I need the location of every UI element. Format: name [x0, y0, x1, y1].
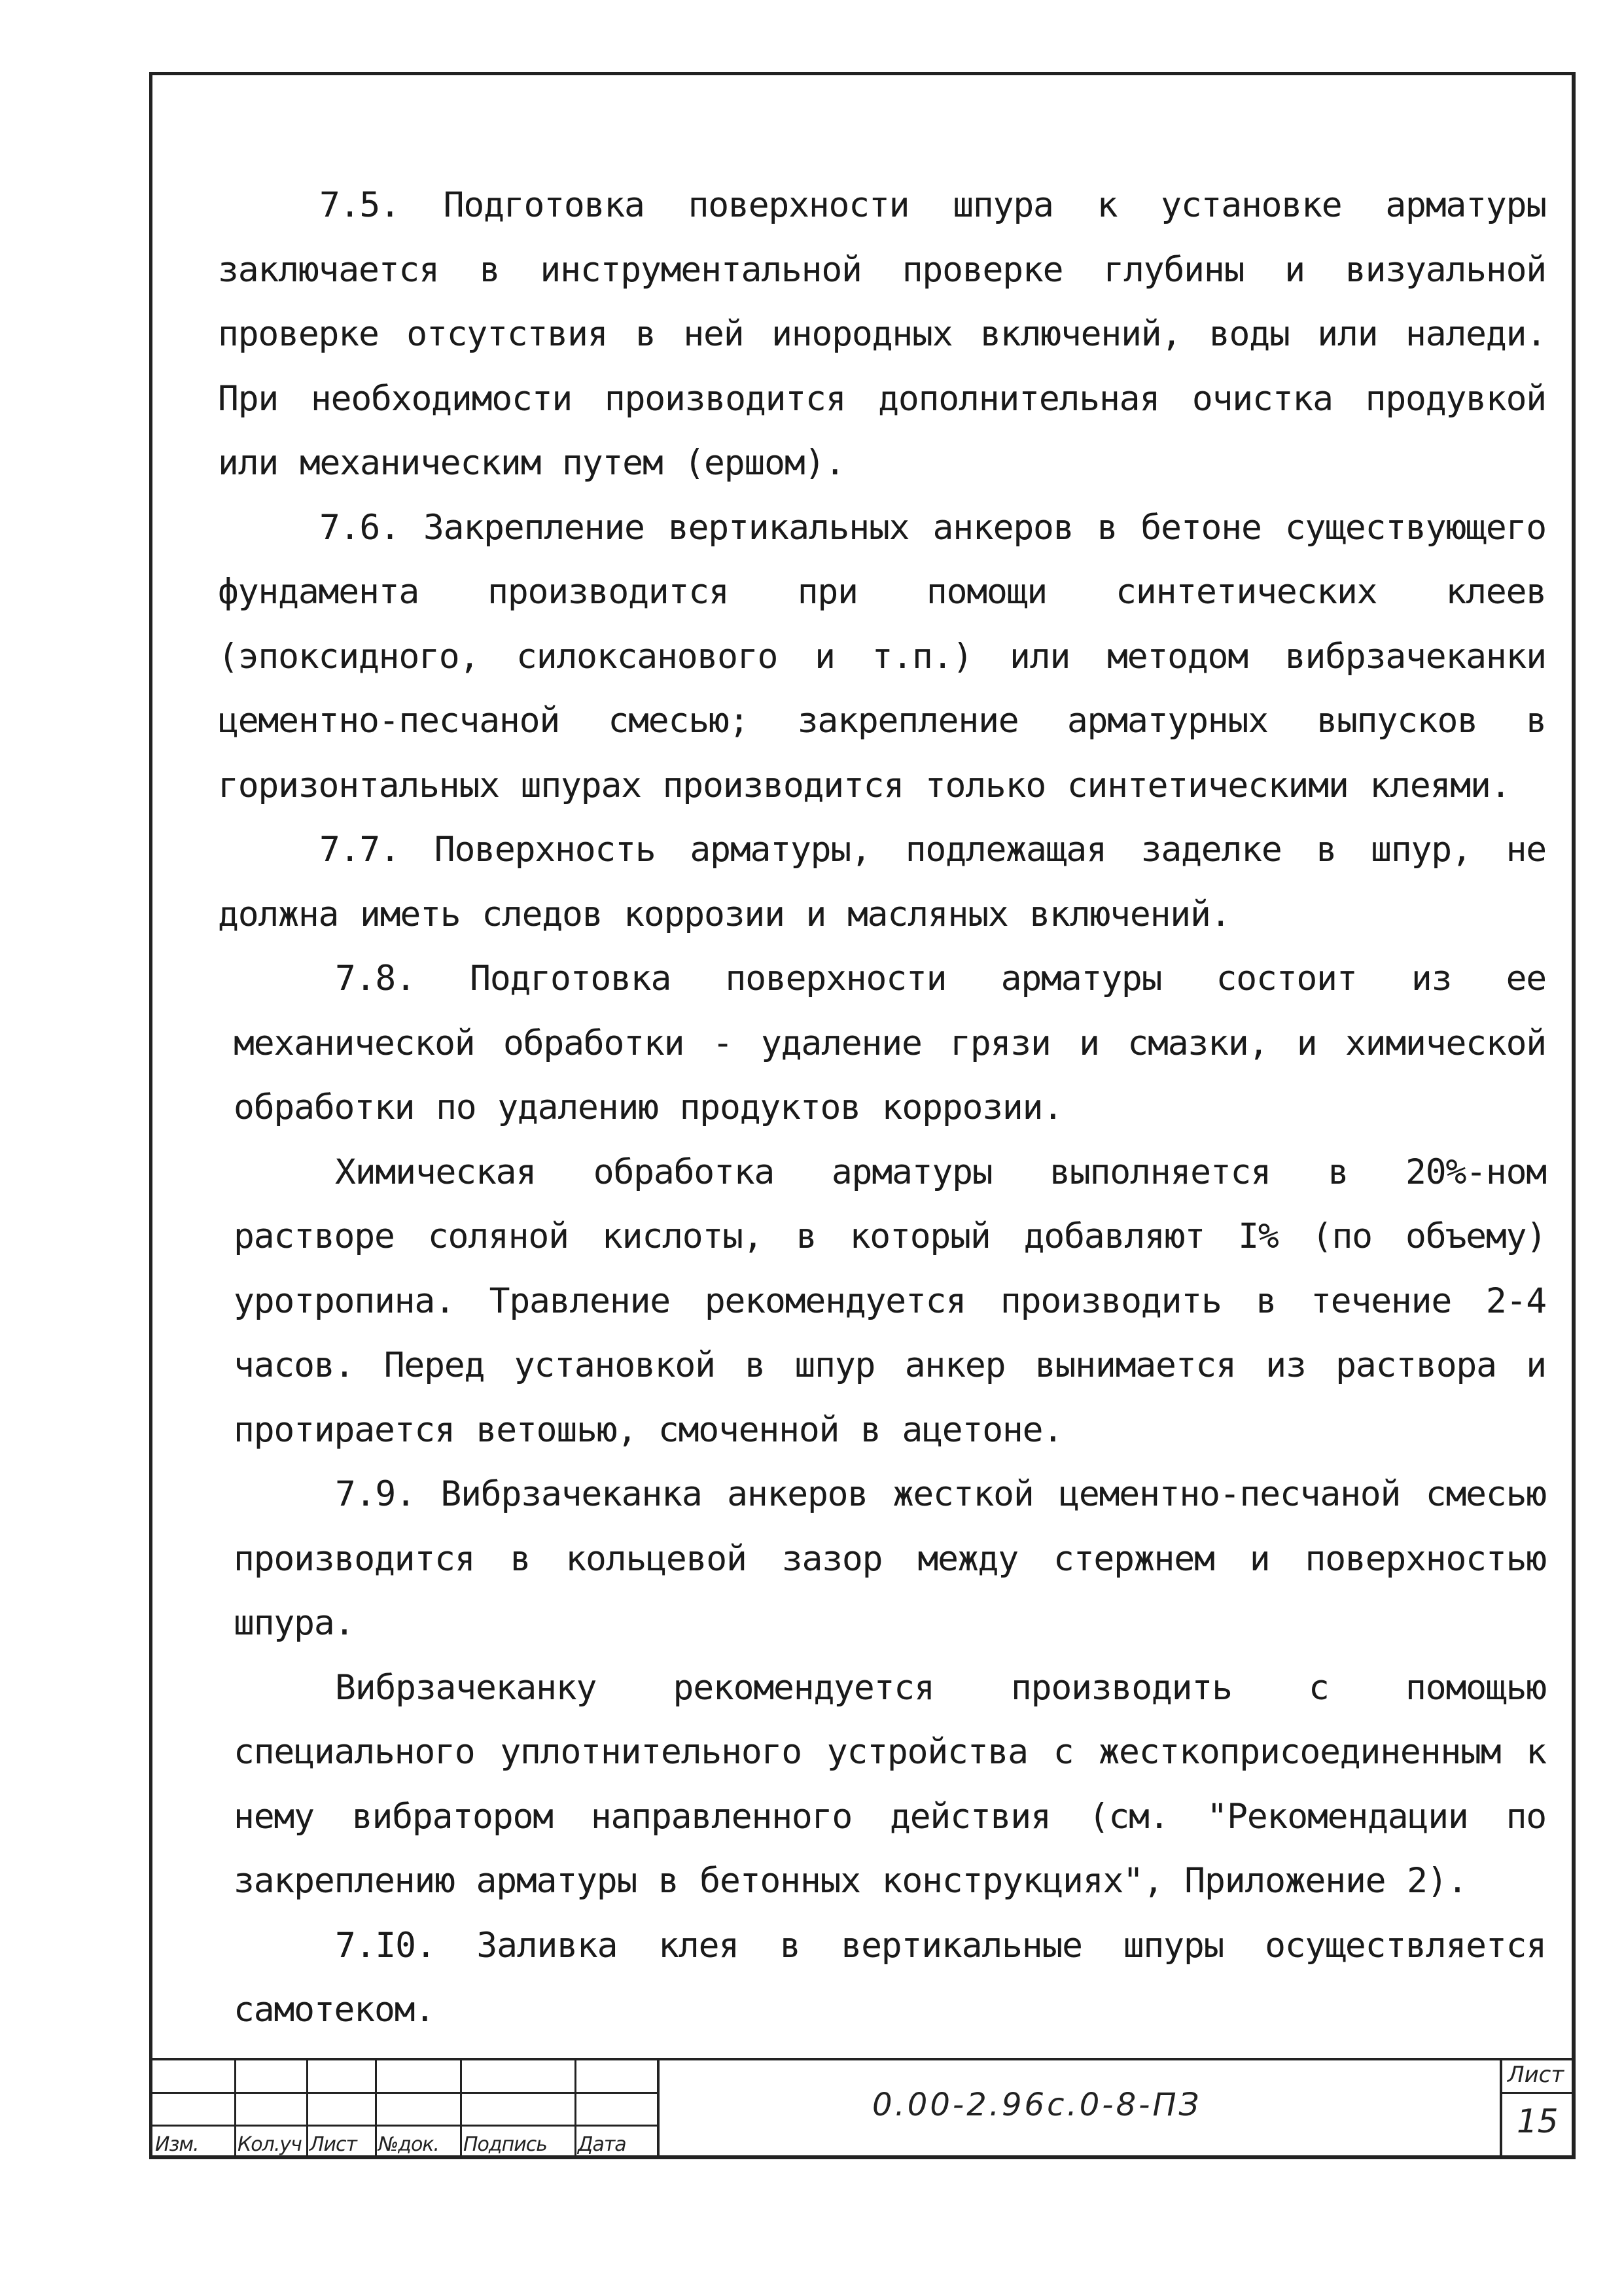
- column-label-signature: Подпись: [463, 2133, 547, 2156]
- column-label-doc-number: №док.: [378, 2133, 439, 2156]
- paragraph-7-10: 7.I0. Заливка клея в вертикальные шпуры осуществляется самотеком.: [234, 1925, 1546, 2030]
- column-label-count: Кол.уч: [238, 2133, 302, 2156]
- revision-col-line: [460, 2060, 462, 2159]
- paragraph-7-6: 7.6. Закрепление вертикальных анкеров в бетоне существующего фундамента производится при помощи синтетических клеев (эпоксидного, силоксанового и т.п.) или методом вибрзачеканки цементно-песчаной смесью; закрепление арматурных выпусков в горизонтальных шпурах производится только синтетическими клеями.: [218, 507, 1546, 805]
- paragraph-7-9: 7.9. Вибрзачеканка анкеров жесткой цементно-песчаной смесью производится в кольцевой зазор между стержнем и поверхностью шпура.: [234, 1474, 1546, 1643]
- paragraph-7-5: 7.5. Подготовка поверхности шпура к установке арматуры заключается в инструментальной проверке глубины и визуальной проверке отсутствия в ней инородных включений, воды или наледи. При необходимости производится дополнительная очистка продувкой или механическим путем (ершом).: [218, 185, 1546, 483]
- page-frame: [149, 72, 1576, 2159]
- revision-table: [152, 2058, 660, 2159]
- revision-row-line: [152, 2092, 657, 2094]
- paragraph-7-8: 7.8. Подготовка поверхности арматуры состоит из ее механической обработки - удаление грязи и смазки, и химической обработки по удалению продуктов коррозии.: [234, 959, 1546, 1127]
- sheet-label: Лист: [1508, 2062, 1564, 2088]
- sheet-box-divider: [1502, 2092, 1572, 2094]
- sheet-number-box: [1500, 2058, 1572, 2156]
- column-label-date: Дата: [578, 2133, 626, 2156]
- revision-col-line: [574, 2060, 576, 2159]
- revision-col-line: [375, 2060, 377, 2159]
- title-block: [152, 2058, 1572, 2156]
- revision-row-line: [152, 2125, 657, 2127]
- column-label-sheet: Лист: [309, 2133, 357, 2156]
- paragraph-chemical-treatment: Химическая обработка арматуры выполняется в 20%-ном растворе соляной кислоты, в который добавляют I% (по объему) уротропина. Травление рекомендуется производить в течение 2-4 часов. Перед установкой в шпур анкер вынимается из раствора и протирается ветошью, смоченной в ацетоне.: [234, 1152, 1546, 1450]
- sheet-number: 15: [1517, 2102, 1559, 2140]
- revision-col-line: [234, 2060, 236, 2159]
- column-label-change: Изм.: [155, 2133, 199, 2156]
- revision-col-line: [306, 2060, 308, 2159]
- paragraph-7-7: 7.7. Поверхность арматуры, подлежащая заделке в шпур, не должна иметь следов коррозии и масляных включений.: [218, 830, 1546, 934]
- document-body: [218, 173, 1546, 2043]
- document-code: 0.00-2.96с.0-8-ПЗ: [872, 2087, 1202, 2123]
- paragraph-vibro-caulking: Вибрзачеканку рекомендуется производить с помощью специального уплотнительного устройства с жесткоприсоединенным к нему вибратором направленного действия (см. "Рекомендации по закреплению арматуры в бетонных конструкциях", Приложение 2).: [234, 1667, 1546, 1901]
